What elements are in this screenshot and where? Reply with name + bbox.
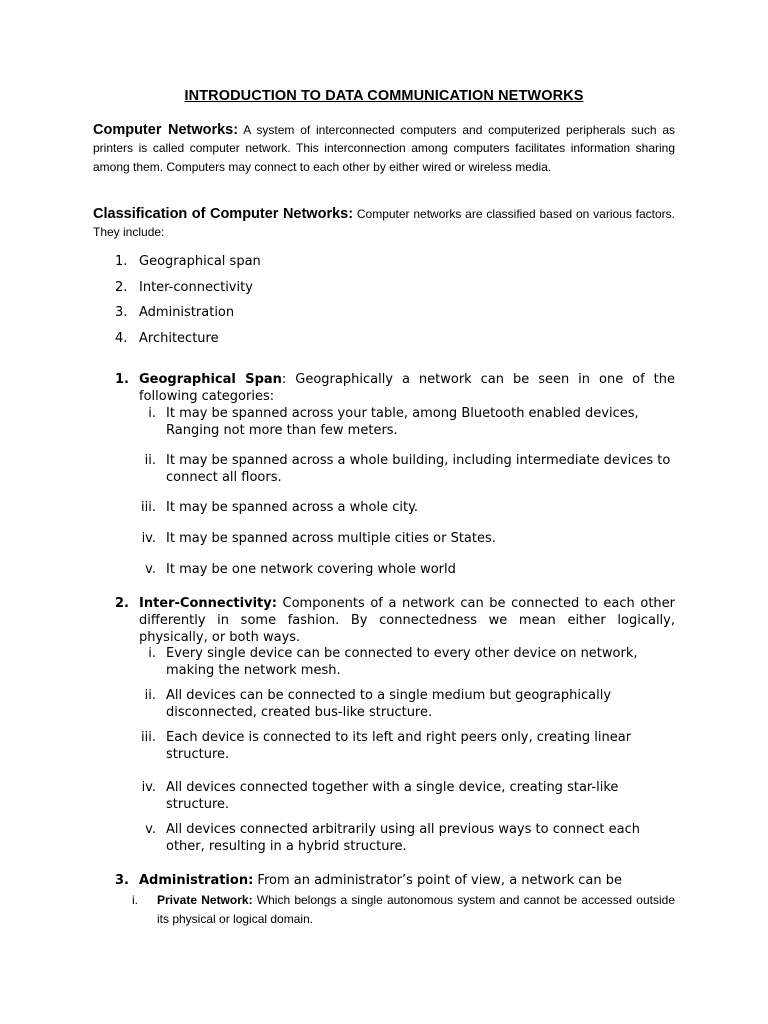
list-item: ii. It may be spanned across a whole building, including intermediate devices to connect all floors. <box>144 453 671 485</box>
list-item: ii. All devices can be connected to a single medium but geographically disconnected, created bus-like structure. <box>144 688 612 720</box>
section-text: From an administrator’s point of view, a network can be <box>253 873 622 888</box>
list-item: v. All devices connected arbitrarily using all previous ways to connect each other, resulting in a hybrid structure. <box>145 822 641 854</box>
section-inter-connectivity: 2. Inter-Connectivity: Components of a network can be connected to each other differently in some fashion. By connectedness we mean either logically, physically, or both ways. <box>115 596 675 645</box>
section-heading: Inter-Connectivity: <box>139 596 277 611</box>
section-geographical-span: 1. Geographical Span: Geographically a network can be seen in one of the following categories: <box>115 372 675 404</box>
classification-heading: Classification of Computer Networks: <box>93 206 354 222</box>
section-administration: 3. Administration: From an administrator’s point of view, a network can be <box>115 873 622 888</box>
classification-paragraph <box>93 205 675 242</box>
list-item: 1. Geographical span <box>115 254 261 269</box>
list-item: 2. Inter-connectivity <box>115 280 253 295</box>
section-heading: Geographical Span <box>139 372 282 387</box>
list-item: i. Private Network: Which belongs a single autonomous system and cannot be accessed outside its physical or logical domain. <box>132 893 676 926</box>
list-item: iii. It may be spanned across a whole city. <box>141 500 419 515</box>
list-item: i. Every single device can be connected to every other device on network, making the network mesh. <box>148 646 638 678</box>
document-title: INTRODUCTION TO DATA COMMUNICATION NETWORKS <box>184 88 584 104</box>
computer-networks-text: A system of interconnected computers and computerized peripherals such as printers is called computer network. This interconnection among computers facilitates information sharing among them. Computers may connect to each other by either wired or wireless media. <box>93 123 676 174</box>
list-item: 4. Architecture <box>115 331 219 346</box>
private-network-heading: Private Network: <box>157 893 253 907</box>
list-item: 3. Administration <box>115 305 235 320</box>
section-text: : Geographically a network can be seen in one of the following categories: <box>139 372 675 404</box>
section-text: Components of a network can be connected to each other differently in some fashion. By connectedness we mean either logically, physically, or both ways. <box>139 596 675 645</box>
list-item: v. It may be one network covering whole world <box>145 562 456 577</box>
list-item: iv. All devices connected together with a single device, creating star-like structure. <box>141 780 619 812</box>
computer-networks-heading: Computer Networks: <box>93 122 239 138</box>
section-heading: Administration: <box>139 873 254 888</box>
computer-networks-paragraph <box>93 121 675 176</box>
list-item: iv. It may be spanned across multiple cities or States. <box>141 531 496 546</box>
list-item: iii. Each device is connected to its left and right peers only, creating linear structure. <box>141 730 632 762</box>
classification-text: Computer networks are classified based on various factors. They include: <box>93 207 675 240</box>
list-item: i. It may be spanned across your table, among Bluetooth enabled devices, Ranging not more than few meters. <box>148 406 639 438</box>
